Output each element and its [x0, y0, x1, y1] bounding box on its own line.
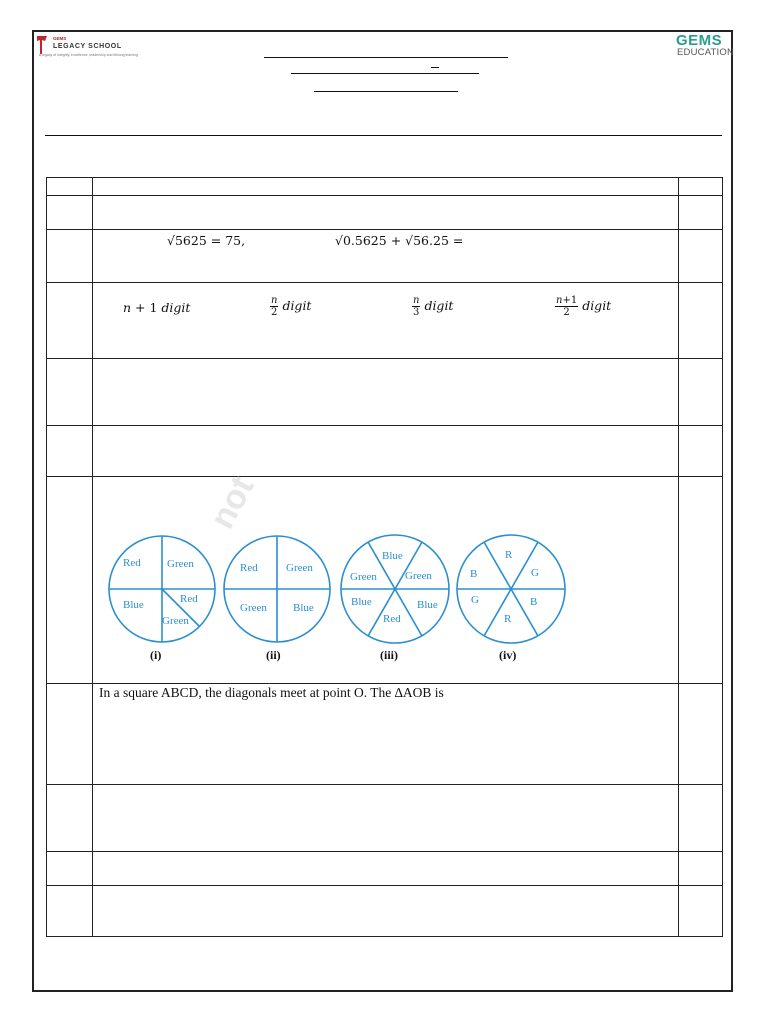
school-brand: GEMS	[53, 36, 67, 41]
option-c: $\frac{n}{3}$ digit	[413, 295, 454, 318]
title-line-2	[291, 73, 479, 74]
table-row	[47, 196, 723, 230]
circle-iii-label-green-r: Green	[405, 570, 432, 582]
circle-iii-caption: (iii)	[380, 648, 398, 662]
gems-subtitle: EDUCATION	[677, 47, 735, 58]
table-row	[47, 283, 723, 359]
table-row	[47, 426, 723, 477]
circle-iv-label-r-top: R	[505, 549, 513, 561]
header-no-cell	[47, 178, 93, 196]
circle-iii-label-green-l: Green	[350, 571, 377, 583]
circle-ii-label-blue: Blue	[293, 602, 314, 614]
expr-sqrt-5625: √5625 = 75,	[167, 233, 246, 248]
circle-iii-label-blue-l: Blue	[351, 596, 372, 608]
question-3-cell	[93, 230, 679, 283]
question-4-cell	[93, 283, 679, 359]
table-row	[47, 477, 723, 684]
circle-iv-label-b-r: B	[530, 596, 538, 608]
circle-ii-label-red: Red	[240, 562, 258, 574]
circle-iv-label-g-l: G	[471, 594, 479, 606]
spinner-figure	[107, 532, 577, 667]
table-row	[47, 852, 723, 886]
circle-iv-label-r-bottom: R	[504, 613, 512, 625]
circle-i-label-green2: Green	[162, 615, 189, 627]
question-table	[46, 177, 723, 937]
school-emblem-icon	[36, 36, 48, 54]
circle-iii-label-red: Red	[383, 613, 401, 625]
school-logo	[36, 34, 146, 60]
circle-ii-label-green2: Green	[240, 602, 267, 614]
table-row	[47, 886, 723, 937]
circle-ii	[224, 536, 330, 642]
table-row	[47, 684, 723, 785]
option-a: n + 1 digit	[123, 300, 191, 315]
option-d: $\frac{n+1}{2}$ digit	[556, 295, 612, 318]
school-tagline: A legacy of integrity, excellence, leadership and lifelong learning	[39, 53, 138, 57]
circle-i-label-red: Red	[123, 557, 141, 569]
school-name: LEGACY SCHOOL	[53, 43, 122, 50]
gems-education-logo	[676, 32, 734, 60]
question-8-text: In a square ABCD, the diagonals meet at point O. The ∆AOB is	[99, 685, 444, 700]
title-line-3	[314, 91, 458, 92]
question-7-cell	[93, 470, 679, 684]
circle-iii-label-blue-r: Blue	[417, 599, 438, 611]
table-row	[47, 230, 723, 283]
gems-wordmark: GEMS	[676, 32, 723, 49]
header-question-cell	[93, 178, 679, 196]
table-row	[47, 178, 723, 196]
circle-i-label-green: Green	[167, 558, 194, 570]
circle-i-label-blue: Blue	[123, 599, 144, 611]
circle-ii-label-green: Green	[286, 562, 313, 574]
option-b: $\frac{n}{2}$ digit	[271, 295, 312, 318]
header-marks-cell	[679, 178, 723, 196]
name-line	[45, 135, 722, 136]
circle-i-label-red2: Red	[180, 593, 198, 605]
watermark: not	[203, 470, 262, 535]
circle-iii-label-blue-top: Blue	[382, 550, 403, 562]
question-8-cell	[93, 684, 679, 785]
circle-ii-caption: (ii)	[266, 648, 281, 662]
circle-iv-label-g-r: G	[531, 567, 539, 579]
title-dash	[431, 67, 439, 68]
expr-sqrt-sum: √0.5625 + √56.25 =	[335, 233, 464, 248]
circle-iv-caption: (iv)	[499, 648, 517, 662]
table-row	[47, 785, 723, 852]
table-row	[47, 359, 723, 426]
circle-i-caption: (i)	[150, 648, 162, 662]
title-line-1	[264, 57, 508, 58]
circle-iv-label-b-l: B	[470, 568, 478, 580]
